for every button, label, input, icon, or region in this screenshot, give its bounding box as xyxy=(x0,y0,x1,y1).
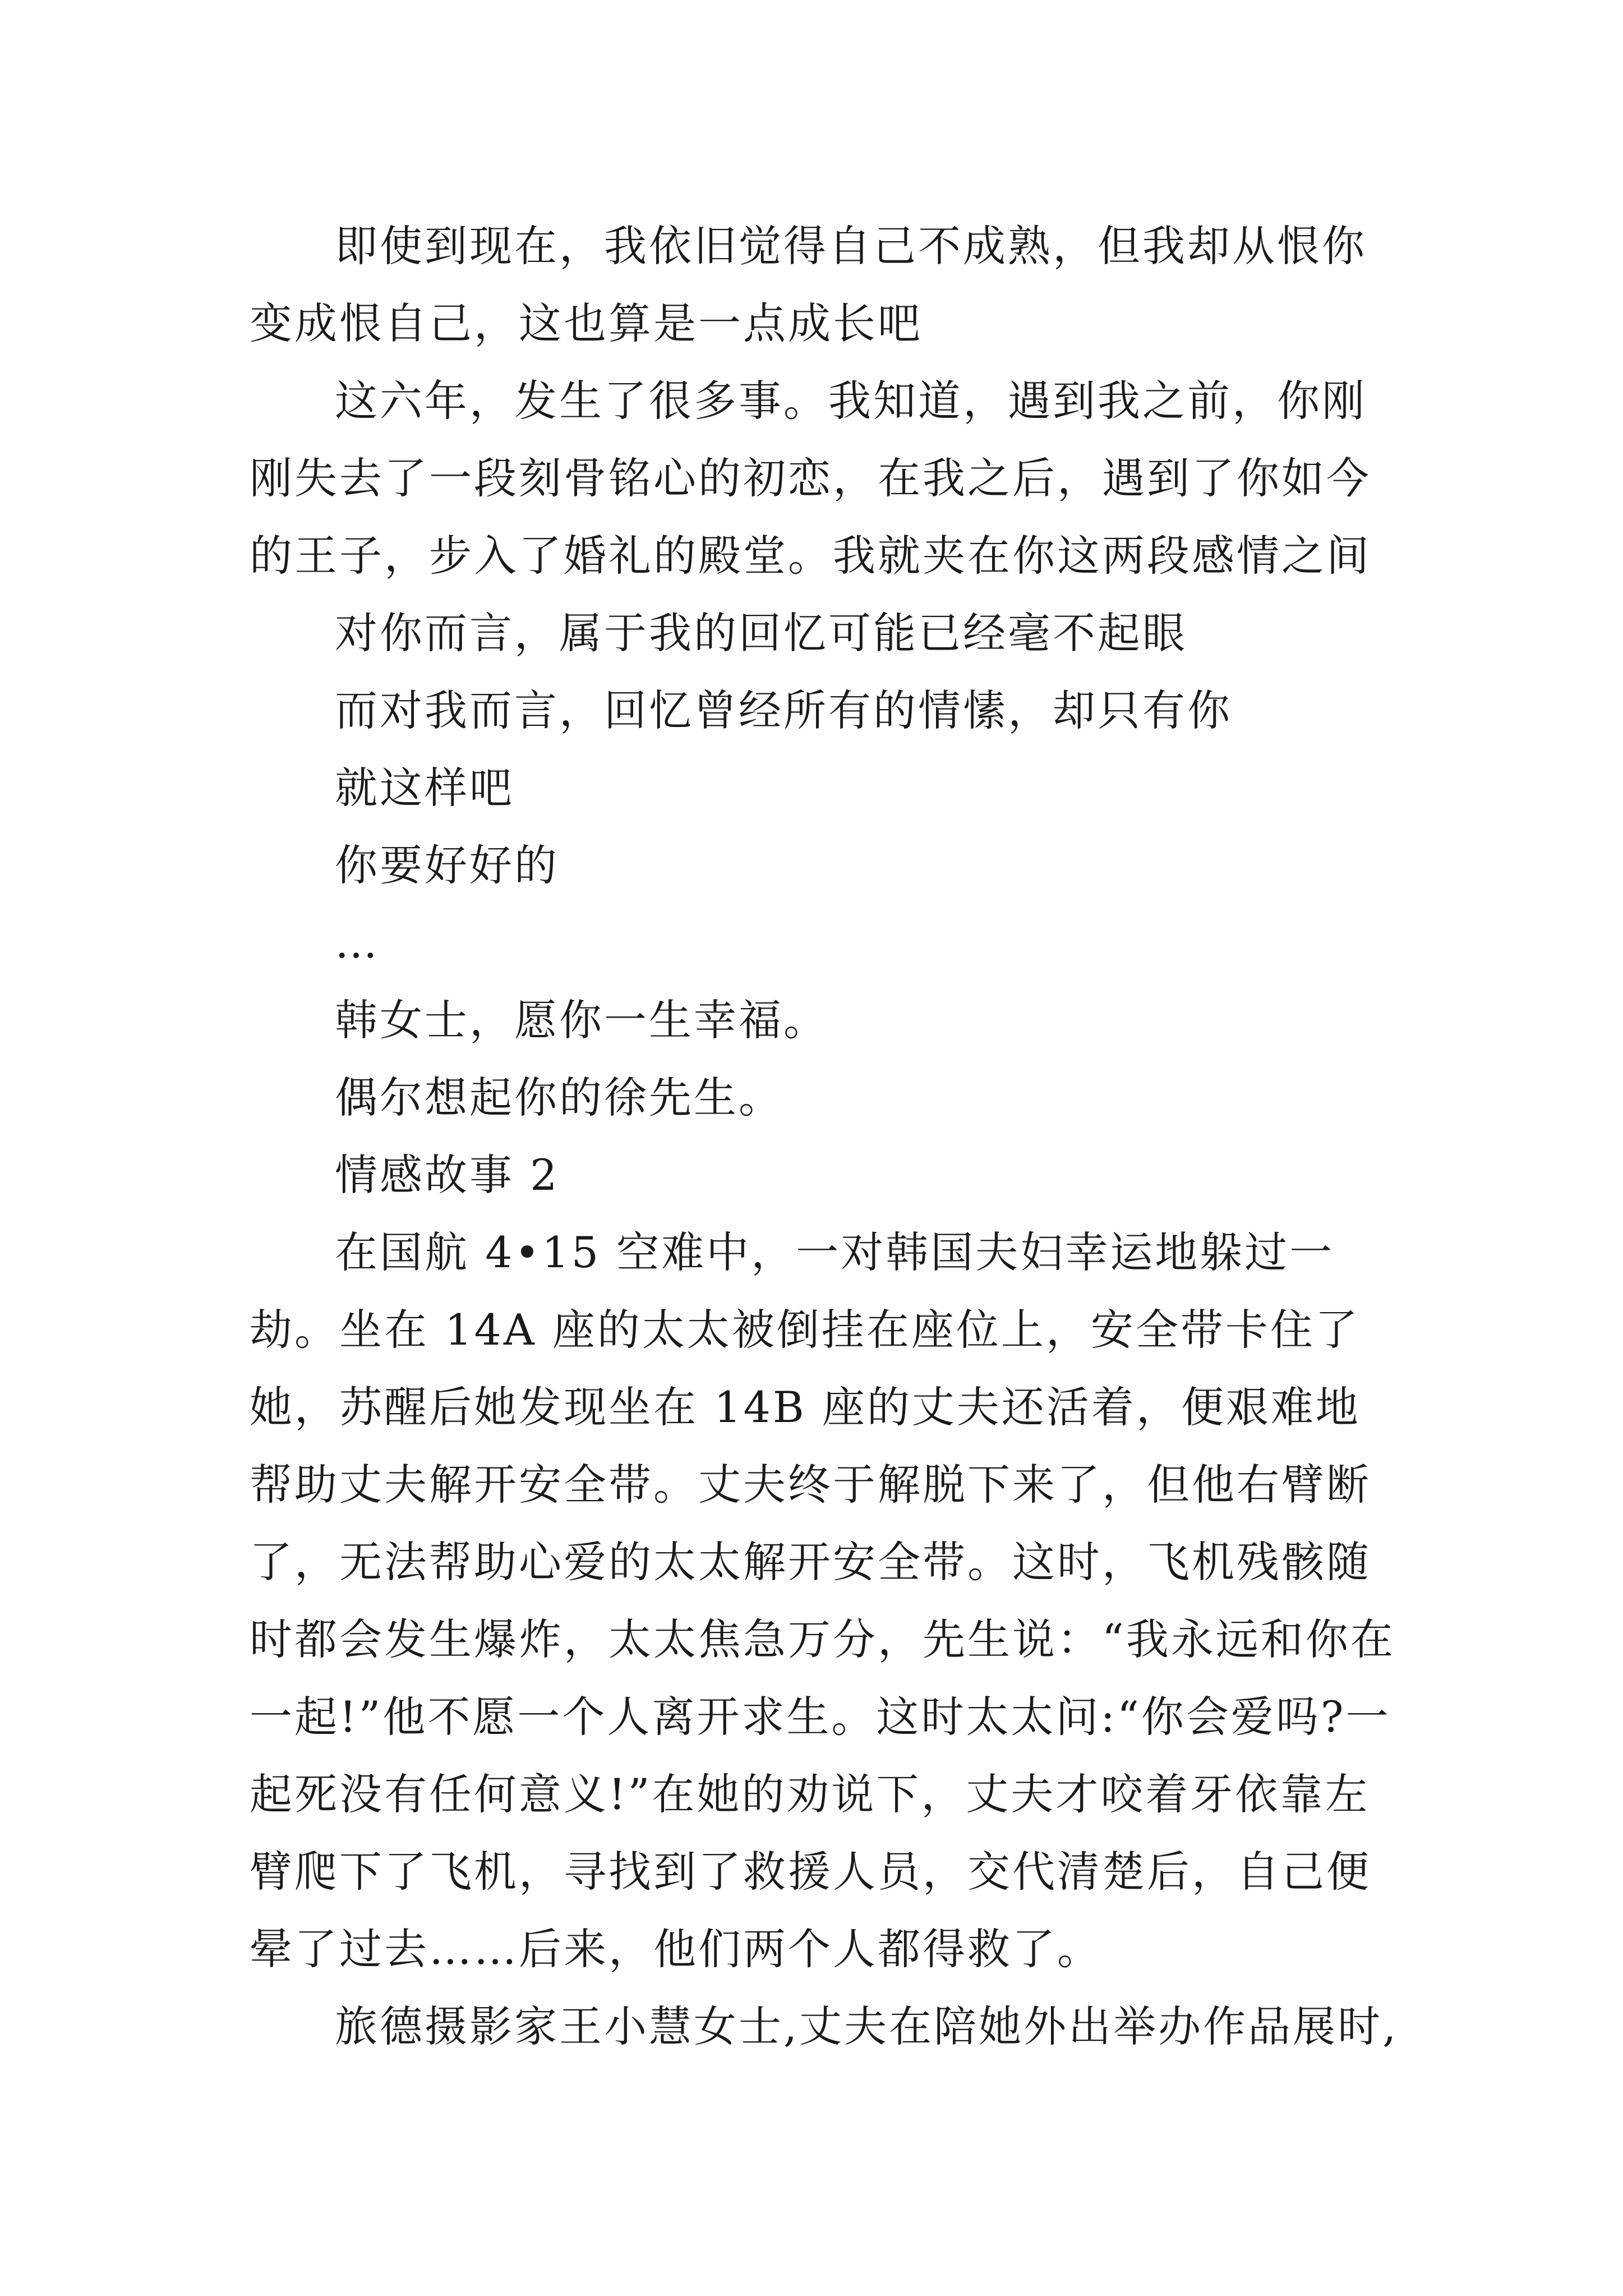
paragraph-5: 就这样吧 xyxy=(335,763,514,813)
paragraph-9: 旅德摄影家王小慧女士,丈夫在陪她外出举办作品展时, xyxy=(335,2001,1399,2051)
paragraph-6: 你要好好的 xyxy=(335,840,559,890)
ellipsis-line: … xyxy=(335,918,380,968)
paragraph-3: 对你而言，属于我的回忆可能已经毫不起眼 xyxy=(335,608,1187,658)
paragraph-8: 在国航 4•15 空难中，一对韩国夫妇幸运地躲过一劫。坐在 14A 座的太太被倒挂在座位上，安全带卡住了她，苏醒后她发现坐在 14B 座的丈夫还活着，便艰难地帮助丈夫解开安全带。丈夫终于解脱下来了，但他右臂断了，无法帮助心爱的太太解开安全带。这时，飞机残骸随时都会发生爆炸，太太焦急万分，先生说：“我永远和你在一起!”他不愿一个人离开求生。这时太太问:“你会爱吗?一起死没有任何意义!”在她的劝说下，丈夫才咬着牙依靠左臂爬下了飞机，寻找到了救援人员，交代清楚后，自己便晕了过去……后来，他们两个人都得救了。 xyxy=(250,1227,1395,1974)
section-heading: 情感故事 2 xyxy=(335,1150,560,1200)
signature-line: 偶尔想起你的徐先生。 xyxy=(335,1073,783,1122)
paragraph-1: 即使到现在，我依旧觉得自己不成熟，但我却从恨你变成恨自己，这也算是一点成长吧 xyxy=(250,221,1367,348)
paragraph-2: 这六年，发生了很多事。我知道，遇到我之前，你刚刚失去了一段刻骨铭心的初恋，在我之后，遇到了你如今的王子，步入了婚礼的殿堂。我就夹在你这两段感情之间 xyxy=(250,376,1371,581)
body-text xyxy=(250,208,1399,2065)
paragraph-4: 而对我而言，回忆曾经所有的情愫，却只有你 xyxy=(335,685,1232,735)
paragraph-7: 韩女士，愿你一生幸福。 xyxy=(335,995,828,1045)
